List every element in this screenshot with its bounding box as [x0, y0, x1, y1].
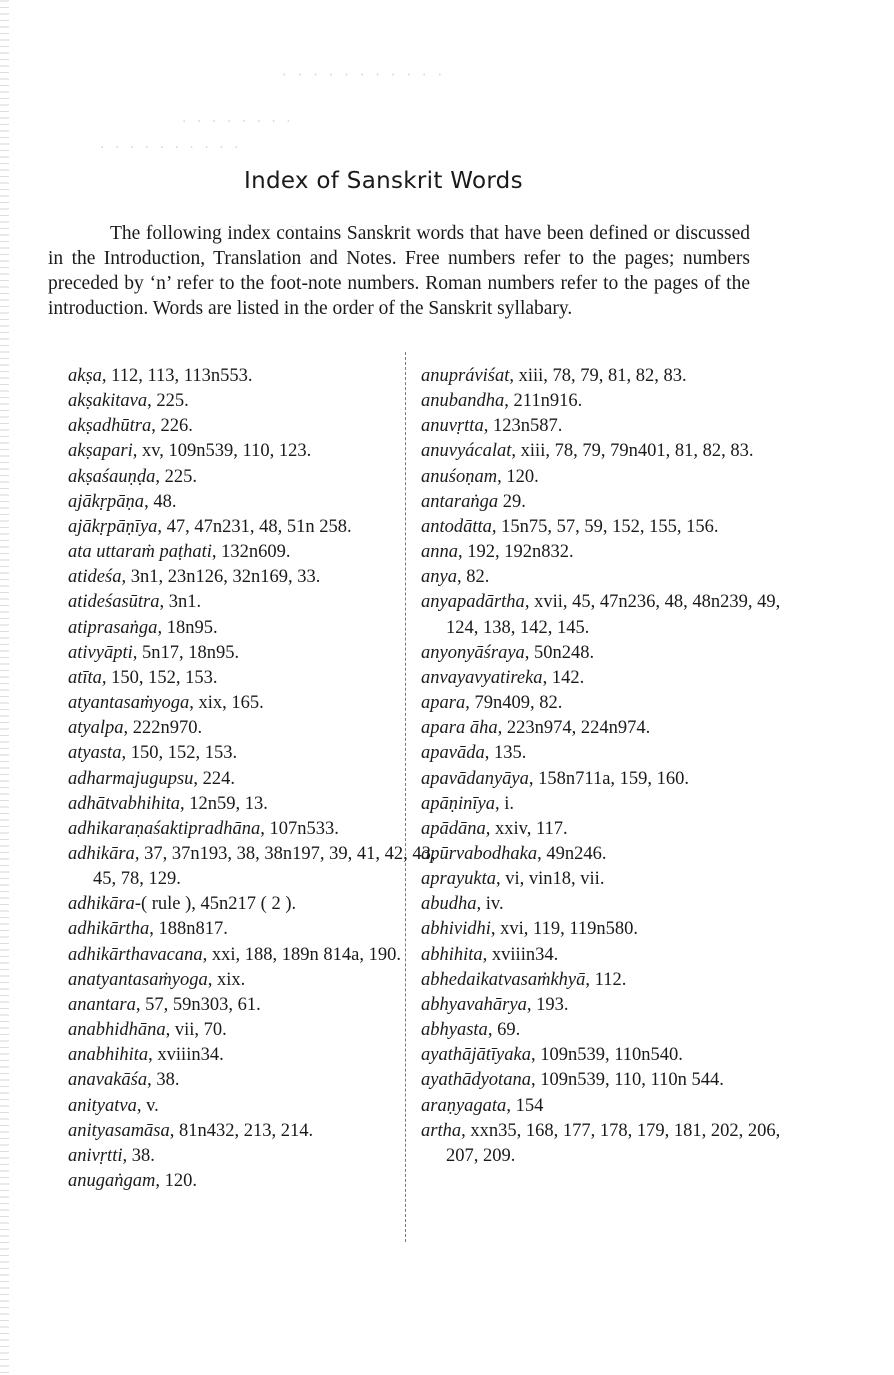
- index-word: abhedaikatvasaṁkhyā: [421, 969, 586, 990]
- index-word: adhikāra: [68, 894, 135, 915]
- bleed-through-artifact: · · · · · · · ·: [182, 114, 294, 130]
- index-entry: [421, 943, 786, 968]
- index-references: , 112, 113, 113n553.: [101, 366, 253, 386]
- index-word: adhikaraṇaśaktipradhāna: [68, 818, 261, 839]
- index-references: , xiii, 78, 79, 79n401, 81, 82, 83.: [511, 441, 754, 462]
- index-references: 29.: [498, 491, 526, 512]
- index-references: , xvi, 119, 119n580.: [490, 919, 639, 940]
- index-word: anuvyácalat: [421, 441, 512, 462]
- index-references: , 225.: [147, 391, 189, 412]
- index-entry: [421, 364, 786, 389]
- index-entry: [421, 691, 786, 716]
- index-word: ajākṛpāṇa: [68, 491, 145, 512]
- index-references: , xv, 109n539, 110, 123.: [132, 441, 312, 462]
- index-word: apavāda: [421, 743, 485, 764]
- index-references: , 50n248.: [524, 642, 595, 663]
- index-word: adhātvabhihita: [68, 793, 181, 814]
- index-column-right: [421, 364, 781, 1169]
- index-word: akṣaśauṇḍa: [68, 466, 156, 487]
- index-references: , vi, vin18, vii.: [496, 869, 605, 890]
- index-entry: [421, 565, 786, 590]
- index-entry: [421, 439, 786, 464]
- index-word: apara āha: [421, 718, 498, 739]
- index-references: , 150, 152, 153.: [121, 743, 238, 764]
- index-references: , 15n75, 57, 59, 152, 155, 156.: [491, 516, 719, 537]
- index-word: anubandha: [421, 391, 505, 412]
- index-references: , 193.: [526, 994, 569, 1015]
- index-word: apara: [421, 693, 466, 714]
- index-word: apādāna: [421, 818, 486, 839]
- index-word: abudha: [421, 894, 477, 915]
- index-word: ayathādyotana: [421, 1070, 531, 1091]
- index-references: , xviiin34.: [148, 1045, 224, 1066]
- index-entry: [68, 641, 438, 666]
- index-entry: [421, 590, 786, 640]
- index-references: , 123n587.: [483, 416, 563, 437]
- index-word: anavakāśa: [68, 1070, 148, 1091]
- index-entry: [68, 1169, 438, 1194]
- index-references: , xvii, 45, 47n236, 48, 48n239, 49, 124, 138, 142, 145.: [446, 592, 781, 638]
- index-entry: [421, 968, 786, 993]
- index-references: , 49n246.: [537, 843, 607, 864]
- index-references: , xxi, 188, 189n 814a, 190.: [202, 944, 401, 965]
- page-title: Index of Sanskrit Words: [244, 168, 523, 194]
- index-word: anyapadārtha: [421, 592, 525, 613]
- index-references: , xxiv, 117.: [485, 818, 568, 839]
- index-references: , 107n533.: [260, 818, 339, 839]
- index-word: abhyasta: [421, 1020, 488, 1041]
- index-entry: [421, 993, 786, 1018]
- index-entry: [68, 1144, 438, 1169]
- index-entry: [421, 792, 786, 817]
- index-word: abhyavahārya: [421, 994, 527, 1015]
- index-entry: [68, 515, 438, 540]
- index-entry: [68, 741, 438, 766]
- index-word: atideśa: [68, 567, 122, 588]
- index-entry: [421, 515, 786, 540]
- index-entry: [68, 691, 438, 716]
- index-word: adhikāra: [68, 843, 135, 864]
- index-entry: [68, 968, 438, 993]
- index-entry: [421, 917, 786, 942]
- index-references: , 120.: [497, 466, 539, 487]
- index-word: atyalpa: [68, 718, 124, 739]
- index-references: , iv.: [476, 894, 504, 915]
- index-entry: [68, 490, 438, 515]
- index-references: , xix.: [207, 969, 246, 990]
- index-word: ajākṛpāṇīya: [68, 516, 158, 537]
- index-references: , 57, 59n303, 61.: [135, 994, 261, 1015]
- index-references: , xviiin34.: [482, 944, 559, 965]
- index-word: anabhihita: [68, 1045, 149, 1066]
- index-word: anya: [421, 567, 457, 588]
- index-entry: [68, 389, 438, 414]
- index-entry: [68, 666, 438, 691]
- index-entry: [68, 565, 438, 590]
- index-word: anugaṅgam: [68, 1171, 156, 1191]
- index-references: , 150, 152, 153.: [101, 667, 218, 688]
- index-references: , 225.: [155, 466, 197, 487]
- index-word: anivṛtti: [68, 1145, 123, 1166]
- index-entry: [68, 817, 438, 842]
- intro-paragraph: The following index contains Sanskrit words that have been defined or discussed in the Introduction, Translation and Notes. Free numbers refer to the pages; numbers preceded by ‘n’ refer to the foot-note numbers. Roman numbers refer to the pages of the introduction. Words are listed in the order of the Sanskrit syllabary.: [48, 223, 750, 319]
- index-entry: [421, 1094, 786, 1119]
- index-references: -( rule ), 45n217 ( 2 ).: [134, 894, 297, 915]
- index-word: antaraṅga: [421, 491, 499, 512]
- index-references: , 69.: [487, 1020, 521, 1041]
- index-references: , 38.: [122, 1145, 155, 1166]
- index-references: , 37, 37n193, 38, 38n197, 39, 41, 42, 43, 45, 78, 129.: [93, 843, 436, 890]
- index-entry: [68, 993, 438, 1018]
- index-references: , i.: [495, 793, 515, 814]
- index-word: artha: [421, 1120, 462, 1141]
- index-entry: [68, 716, 438, 741]
- index-word: ayathājātīyaka: [421, 1045, 531, 1066]
- index-word: abhividhi: [421, 919, 491, 940]
- index-word: adhikārtha: [68, 919, 150, 940]
- index-references: , xiii, 78, 79, 81, 82, 83.: [509, 366, 687, 386]
- index-word: akṣapari: [68, 441, 133, 462]
- index-word: apāṇinīya: [421, 793, 495, 814]
- index-entry: [68, 767, 438, 792]
- index-entry: [68, 439, 438, 464]
- index-entry: [421, 892, 786, 917]
- index-word: aprayukta: [421, 869, 497, 890]
- index-entry: [421, 666, 786, 691]
- index-word: ata uttaraṁ paṭhati: [68, 542, 212, 563]
- index-entry: [68, 1043, 438, 1068]
- index-word: anvayavyatireka: [421, 667, 543, 688]
- index-entry: [68, 1119, 438, 1144]
- index-entry: [421, 1018, 786, 1043]
- index-word: apūrvabodhaka: [421, 843, 538, 864]
- index-entry: [68, 842, 438, 892]
- index-word: abhihita: [421, 944, 483, 965]
- index-entry: [68, 1094, 438, 1119]
- index-references: , 154: [506, 1095, 544, 1116]
- index-references: , xix, 165.: [189, 693, 264, 714]
- index-entry: [421, 414, 786, 439]
- index-word: anuvṛtta: [421, 416, 484, 437]
- index-entry: [421, 741, 786, 766]
- index-references: , 48.: [144, 491, 177, 512]
- index-references: , 82.: [456, 567, 490, 588]
- index-word: atideśasūtra: [68, 592, 160, 613]
- index-entry: [68, 1068, 438, 1093]
- index-references: , 109n539, 110, 110n 544.: [530, 1070, 724, 1091]
- index-references: , 38.: [147, 1070, 180, 1091]
- index-word: araṇyagata: [421, 1095, 507, 1116]
- index-references: , 5n17, 18n95.: [132, 642, 240, 663]
- index-entry: [421, 389, 786, 414]
- index-entry: [68, 616, 438, 641]
- index-entry: [421, 490, 786, 515]
- index-word: akṣadhūtra: [68, 416, 152, 437]
- index-entry: [68, 590, 438, 615]
- index-entry: [421, 817, 786, 842]
- index-references: , vii, 70.: [165, 1020, 227, 1041]
- scan-edge-artifact: [0, 0, 9, 1375]
- index-references: , 188n817.: [149, 919, 228, 940]
- index-references: , v.: [136, 1095, 159, 1116]
- index-word: anna: [421, 542, 458, 563]
- index-word: adharmajugupsu: [68, 768, 194, 789]
- bleed-through-artifact: · · · · · · · · · ·: [100, 140, 242, 156]
- index-entry: [68, 1018, 438, 1043]
- index-references: , 79n409, 82.: [465, 693, 563, 714]
- index-word: anyonyāśraya: [421, 642, 525, 663]
- index-word: anityasamāsa: [68, 1120, 170, 1141]
- index-word: anityatva: [68, 1095, 137, 1116]
- index-column-left: [68, 364, 436, 1194]
- index-entry: [68, 917, 438, 942]
- index-entry: [421, 465, 786, 490]
- index-references: , 3n1.: [159, 592, 202, 613]
- index-entry: [421, 540, 786, 565]
- index-word: anupráviśat: [421, 366, 510, 386]
- index-references: , 158n711a, 159, 160.: [528, 768, 690, 789]
- index-references: , 3n1, 23n126, 32n169, 33.: [121, 567, 321, 588]
- index-entry: [68, 414, 438, 439]
- index-references: , 222n970.: [123, 718, 203, 739]
- index-word: anatyantasaṁyoga: [68, 969, 208, 990]
- index-references: , 142.: [542, 667, 585, 688]
- index-word: atyasta: [68, 743, 122, 764]
- index-entry: [68, 792, 438, 817]
- index-references: , 47, 47n231, 48, 51n 258.: [157, 516, 352, 537]
- index-references: , 223n974, 224n974.: [497, 718, 651, 739]
- index-references: , 226.: [151, 416, 193, 437]
- index-word: apavādanyāya: [421, 768, 529, 789]
- index-word: anuśoṇam: [421, 466, 498, 487]
- index-references: , 135.: [484, 743, 527, 764]
- index-entry: [421, 716, 786, 741]
- index-entry: [68, 465, 438, 490]
- index-references: , 12n59, 13.: [180, 793, 268, 814]
- bleed-through-artifact: · · · · · · · · · · ·: [282, 66, 446, 84]
- index-word: akṣa: [68, 366, 102, 386]
- index-entry: [421, 1068, 786, 1093]
- index-references: , 112.: [585, 969, 627, 990]
- index-entry: [421, 842, 786, 867]
- index-references: , 211n916.: [504, 391, 583, 412]
- index-entry: [421, 1119, 786, 1169]
- index-entry: [421, 1043, 786, 1068]
- index-word: atyantasaṁyoga: [68, 693, 190, 714]
- index-references: , xxn35, 168, 177, 178, 179, 181, 202, 206, 207, 209.: [446, 1120, 781, 1166]
- index-entry: [68, 540, 438, 565]
- index-word: anabhidhāna: [68, 1020, 166, 1041]
- index-references: , 224.: [193, 768, 236, 789]
- index-entry: [421, 867, 786, 892]
- index-word: ativyāpti: [68, 642, 133, 663]
- index-references: , 132n609.: [211, 542, 291, 563]
- index-references: , 18n95.: [157, 617, 218, 638]
- index-word: atiprasaṅga: [68, 617, 158, 638]
- index-references: , 81n432, 213, 214.: [169, 1120, 314, 1141]
- index-entry: [68, 892, 438, 917]
- index-references: , 192, 192n832.: [458, 542, 574, 563]
- index-entry: [421, 767, 786, 792]
- index-entry: [421, 641, 786, 666]
- index-word: akṣakitava: [68, 391, 148, 412]
- index-references: , 120.: [155, 1171, 197, 1191]
- index-word: adhikārthavacana: [68, 944, 203, 965]
- index-word: atīta: [68, 667, 102, 688]
- index-word: anantara: [68, 994, 136, 1015]
- index-entry: [68, 943, 438, 968]
- index-references: , 109n539, 110n540.: [530, 1045, 683, 1066]
- index-entry: [68, 364, 438, 389]
- index-word: antodātta: [421, 516, 492, 537]
